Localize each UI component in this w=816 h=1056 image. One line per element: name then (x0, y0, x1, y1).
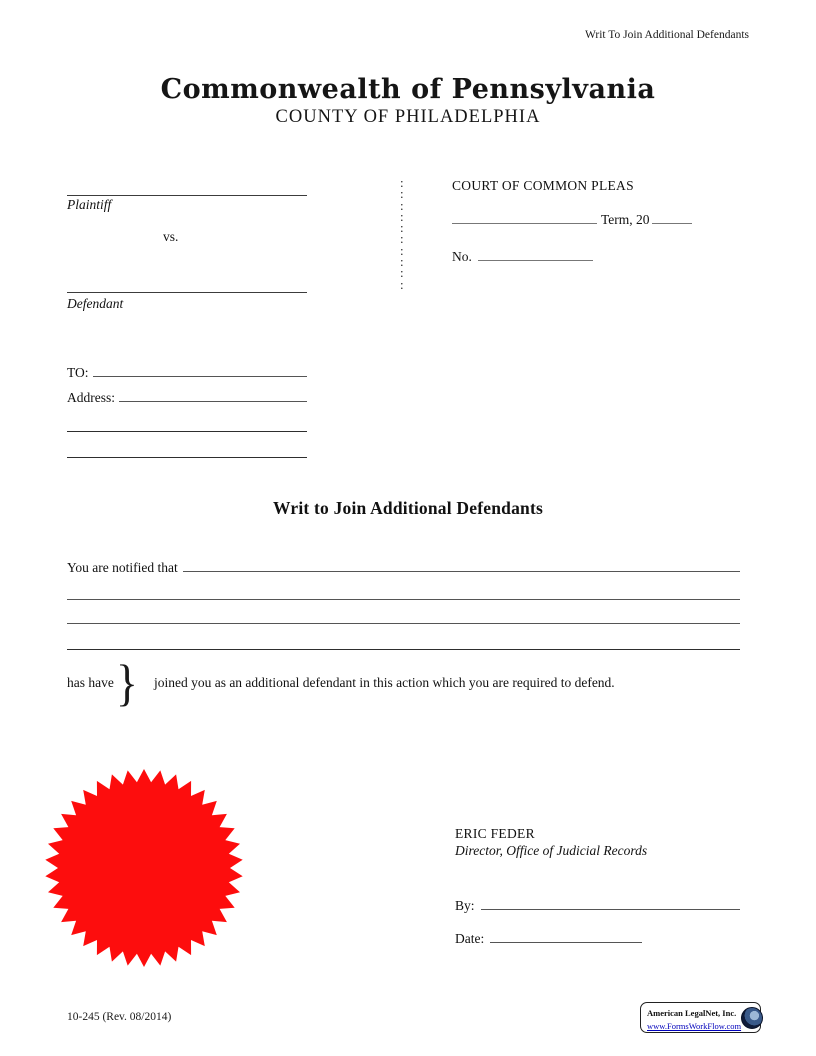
seal-starburst-svg (44, 768, 244, 968)
divider-colon: : (400, 197, 404, 213)
commonwealth-heading: Commonwealth of Pennsylvania (160, 74, 656, 105)
address-field[interactable] (119, 386, 307, 402)
legalnet-badge (640, 1002, 761, 1033)
no-label: No. (452, 249, 472, 264)
by-row (455, 893, 740, 914)
notified-label: You are notified that (67, 560, 178, 575)
notified-field[interactable] (183, 555, 740, 572)
term-label: Term, 20 (601, 212, 650, 227)
plaintiff-name-line[interactable] (67, 195, 307, 196)
address-line-3[interactable] (67, 457, 307, 458)
case-number-field[interactable] (478, 245, 593, 261)
divider-colon: : (400, 254, 404, 270)
divider-colon: : (400, 265, 404, 281)
divider-colon: : (400, 220, 404, 236)
term-year-field[interactable] (652, 208, 692, 224)
joined-text: joined you as an additional defendant in this action which you are required to defend. (153, 675, 615, 690)
divider-colon: : (400, 186, 404, 202)
court-seal (44, 768, 244, 968)
to-field[interactable] (93, 361, 307, 377)
has-have-label: has have (67, 675, 114, 690)
plaintiff-label: Plaintiff (67, 197, 112, 212)
legalnet-text (647, 1003, 741, 1031)
address-row (67, 386, 307, 406)
address-line-2[interactable] (67, 431, 307, 432)
to-label: TO: (67, 365, 89, 380)
divider-colon: : (400, 242, 404, 258)
defendant-label: Defendant (67, 296, 124, 311)
case-number-row (452, 245, 593, 265)
form-number: 10-245 (Rev. 08/2014) (67, 1011, 172, 1023)
address-label: Address: (67, 390, 115, 405)
by-signature-field[interactable] (481, 893, 740, 910)
defendant-name-line[interactable] (67, 292, 307, 293)
seal-starburst (45, 769, 242, 967)
divider-colon: : (400, 276, 404, 292)
writ-title: Writ to Join Additional Defendants (273, 498, 543, 518)
body-blank-line-3[interactable] (67, 649, 740, 650)
term-month-field[interactable] (452, 208, 597, 224)
divider-colon: : (400, 175, 404, 190)
divider-colon: : (400, 231, 404, 247)
county-heading: COUNTY OF PHILADELPHIA (275, 107, 541, 127)
signer-title: Director, Office of Judicial Records (455, 843, 648, 858)
date-field[interactable] (490, 926, 642, 943)
brace-glyph: } (115, 654, 138, 711)
date-row (455, 926, 642, 947)
notified-row (67, 555, 740, 576)
body-blank-line-1[interactable] (67, 599, 740, 600)
legalnet-name: American LegalNet, Inc. (647, 1008, 737, 1019)
term-row (452, 208, 692, 228)
divider-colon: : (400, 208, 404, 224)
vs-label: vs. (163, 229, 179, 244)
header-title: Writ To Join Additional Defendants (585, 29, 749, 41)
by-label: By: (455, 898, 475, 913)
body-blank-line-2[interactable] (67, 623, 740, 624)
legalnet-link[interactable]: www.FormsWorkFlow.com (647, 1020, 742, 1031)
court-name: COURT OF COMMON PLEAS (452, 178, 634, 193)
date-label: Date: (455, 931, 485, 946)
has-have-row (67, 654, 615, 711)
caption-divider (400, 177, 404, 290)
to-row (67, 361, 307, 381)
globe-icon (741, 1007, 763, 1029)
signer-name: ERIC FEDER (455, 826, 535, 841)
